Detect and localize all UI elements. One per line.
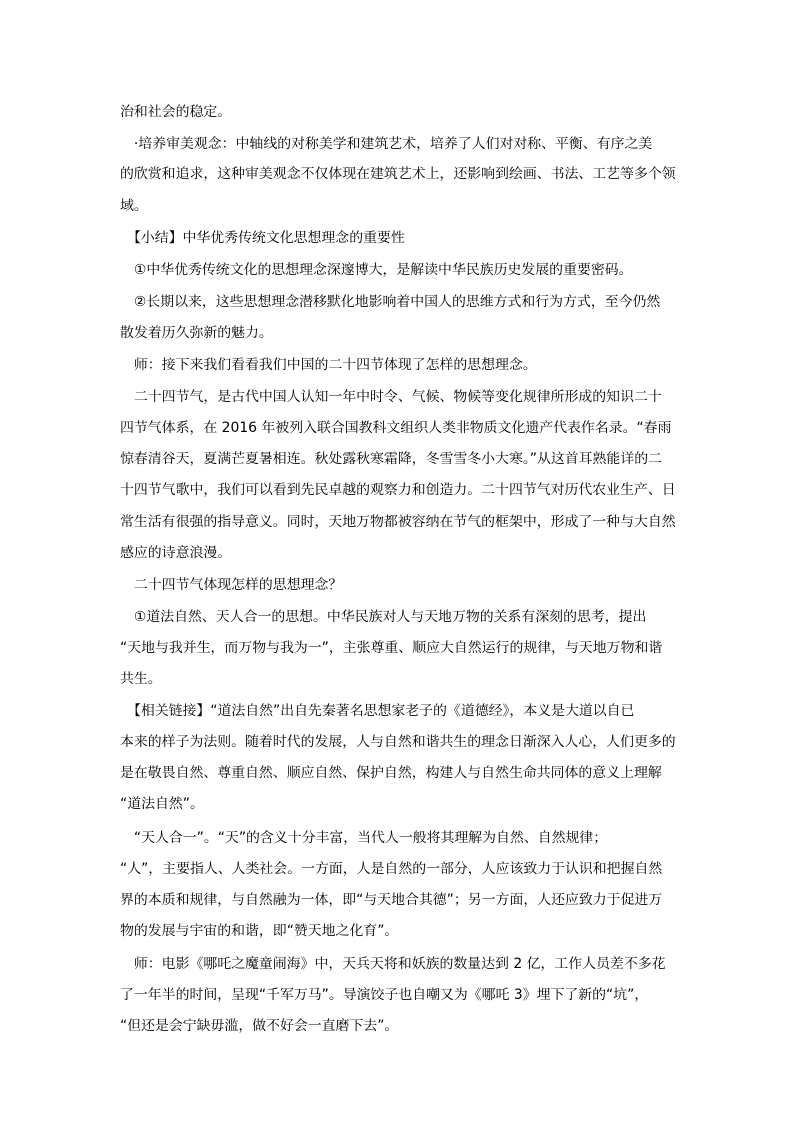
paragraph-line: 是在敬畏自然、尊重自然、顺应自然、保护自然，构建人与自然生命共同体的意义上理解 — [120, 765, 662, 781]
paragraph-line: “天人合一”。“天”的含义十分丰富，当代人一般将其理解为自然、自然规律； — [120, 830, 608, 846]
paragraph-line: 师：接下来我们看看我们中国的二十四节体现了怎样的思想理念。 — [120, 357, 537, 373]
paragraph-line: 的欣赏和追求，这种审美观念不仅体现在建筑艺术上，还影响到绘画、书法、工艺等多个领 — [120, 166, 676, 182]
paragraph-line: 【相关链接】“道法自然”出自先秦著名思想家老子的《道德经》，本义是大道以自已 — [120, 703, 635, 719]
paragraph-line: 师：电影《哪吒之魔童闹海》中，天兵天将和妖族的数量达到 2 亿，工作人员差不多花 — [120, 956, 666, 972]
paragraph-line: 四节气体系，在 2016 年被列入联合国教科文组织人类非物质文化遗产代表作名录。“春雨 — [120, 420, 672, 436]
paragraph-line: 二十四节气体现怎样的思想理念？ — [120, 577, 343, 593]
paragraph-line: “天地与我并生，而万物与我为一”，主张尊重、顺应大自然运行的规律，与天地万物和谐 — [120, 640, 663, 656]
paragraph-line: 二十四节气，是古代中国人认知一年中时令、气候、物候等变化规律所形成的知识二十 — [120, 389, 662, 405]
summary-heading: 【小结】中华优秀传统文化思想理念的重要性 — [120, 230, 405, 246]
paragraph-line: 常生活有很强的指导意义。同时，天地万物都被容纳在节气的框架中，形成了一种与大自然 — [120, 514, 676, 530]
paragraph-line: 散发着历久弥新的魅力。 — [120, 325, 273, 341]
paragraph-line: 域。 — [120, 198, 148, 214]
paragraph-line: ②长期以来，这些思想理念潜移默化地影响着中国人的思维方式和行为方式，至今仍然 — [120, 294, 661, 310]
paragraph-line: 物的发展与宇宙的和谐，即“赞天地之化育”。 — [120, 923, 399, 939]
paragraph-line: 界的本质和规律，与自然融为一体，即“与天地合其德”；另一方面，人还应致力于促进万 — [120, 892, 663, 908]
paragraph-line: ①道法自然、天人合一的思想。中华民族对人与天地万物的关系有深刻的思考，提出 — [120, 609, 647, 625]
paragraph-line: 共生。 — [120, 671, 162, 687]
paragraph-line: 感应的诗意浪漫。 — [120, 545, 232, 561]
paragraph-line: 本来的样子为法则。随着时代的发展，人与自然和谐共生的理念日渐深入人心，人们更多的 — [120, 734, 676, 750]
paragraph-line: 治和社会的稳定。 — [120, 104, 232, 120]
paragraph-line: ·培养审美观念：中轴线的对称美学和建筑艺术，培养了人们对对称、平衡、有序之美 — [120, 136, 653, 152]
paragraph-line: “道法自然”。 — [120, 796, 204, 812]
paragraph-line: 十四节气歌中，我们可以看到先民卓越的观察力和创造力。二十四节气对历代农业生产、日 — [120, 482, 676, 498]
paragraph-line: “但还是会宁缺毋滥，做不好会一直磨下去”。 — [120, 1018, 399, 1034]
paragraph-line: 惊春清谷天，夏满芒夏暑相连。秋处露秋寒霜降，冬雪雪冬小大寒。”从这首耳熟能详的二 — [120, 451, 662, 467]
paragraph-line: ①中华优秀传统文化的思想理念深邃博大，是解读中华民族历史发展的重要密码。 — [120, 262, 633, 278]
paragraph-line: 了一年半的时间，呈现“千军万马”。导演饺子也自嘲又为《哪吒 3》埋下了新的“坑”， — [120, 987, 649, 1003]
paragraph-line: “人”，主要指人、人类社会。一方面，人是自然的一部分，人应该致力于认识和把握自然 — [120, 861, 663, 877]
